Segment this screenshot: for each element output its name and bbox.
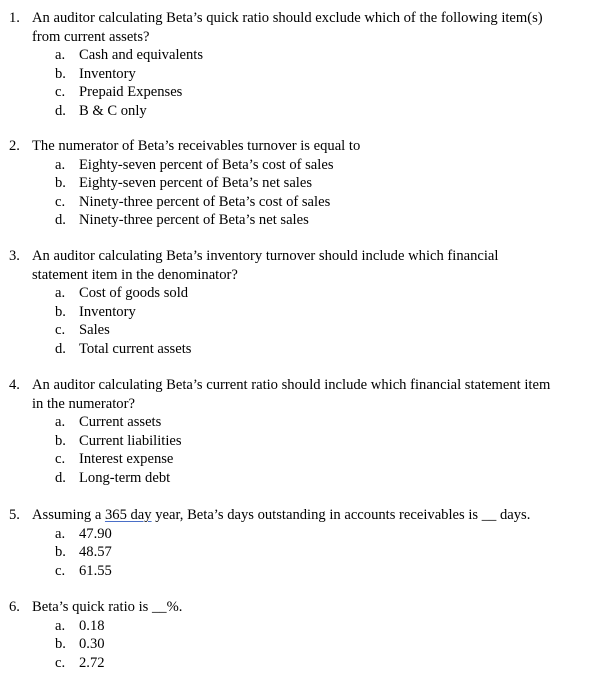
option-letter: a. (55, 414, 66, 431)
option-letter: b. (55, 432, 66, 449)
option-text: 61.55 (79, 562, 112, 579)
option-a (0, 525, 605, 544)
question-6 (0, 598, 605, 672)
option-b (0, 543, 605, 562)
question-text: statement item in the denominator? (32, 266, 238, 283)
option-c (0, 321, 605, 340)
question-5 (0, 506, 605, 580)
question-number: 4. (9, 377, 20, 393)
option-letter: b. (55, 65, 66, 82)
option-b (0, 65, 605, 84)
question-number: 3. (9, 248, 20, 264)
option-letter: c. (55, 451, 66, 468)
option-c (0, 450, 605, 469)
question-line (0, 376, 605, 395)
question-text: An auditor calculating Beta’s inventory turnover should include which financial (32, 248, 499, 264)
option-letter: c. (55, 193, 66, 210)
question-line (0, 9, 605, 28)
option-text: Sales (79, 322, 110, 339)
question-number: 2. (9, 138, 20, 154)
option-text: B & C only (79, 102, 147, 119)
question-number: 1. (9, 10, 20, 26)
question-line (0, 506, 605, 525)
option-text: Inventory (79, 303, 136, 320)
option-d (0, 211, 605, 230)
option-a (0, 46, 605, 65)
spellcheck-underlined-text: 365 day (104, 507, 152, 523)
option-text: Cash and equivalents (79, 47, 204, 64)
question-number: 5. (9, 507, 20, 523)
option-text: Ninety-three percent of Beta’s cost of sales (79, 193, 331, 210)
question-2 (0, 137, 605, 230)
question-text: from current assets? (32, 28, 150, 45)
option-text: 0.18 (79, 617, 105, 634)
option-letter: b. (55, 175, 66, 192)
option-letter: d. (55, 469, 66, 486)
option-b (0, 303, 605, 322)
option-letter: b. (55, 636, 66, 653)
option-text: 2.72 (79, 654, 105, 671)
option-letter: a. (55, 525, 66, 542)
option-text: Cost of goods sold (79, 285, 189, 302)
option-text: Current assets (79, 414, 162, 431)
option-c (0, 193, 605, 212)
question-text (32, 506, 530, 525)
option-letter: b. (55, 544, 66, 561)
option-text: 48.57 (79, 544, 112, 561)
option-letter: d. (55, 340, 66, 357)
option-letter: a. (55, 617, 66, 634)
question-text-prefix: Assuming a (32, 507, 105, 523)
question-1 (0, 9, 605, 121)
option-letter: a. (55, 285, 66, 302)
option-b (0, 174, 605, 193)
option-letter: c. (55, 562, 66, 579)
option-text: Ninety-three percent of Beta’s net sales (79, 212, 309, 229)
question-line (0, 137, 605, 156)
option-letter: c. (55, 654, 66, 671)
option-text: Eighty-seven percent of Beta’s net sales (79, 175, 313, 192)
option-text: 0.30 (79, 636, 105, 653)
option-letter: c. (55, 322, 66, 339)
option-b (0, 432, 605, 451)
question-line (0, 28, 605, 47)
option-text: Current liabilities (79, 432, 182, 449)
option-letter: a. (55, 156, 66, 173)
option-c (0, 83, 605, 102)
option-a (0, 617, 605, 636)
option-text: Prepaid Expenses (79, 84, 183, 101)
option-text: Eighty-seven percent of Beta’s cost of sales (79, 156, 334, 173)
option-b (0, 635, 605, 654)
option-letter: d. (55, 212, 66, 229)
question-line (0, 247, 605, 266)
option-text: Interest expense (79, 451, 174, 468)
question-line (0, 266, 605, 285)
question-3 (0, 247, 605, 359)
option-text: 47.90 (79, 525, 112, 542)
question-text: An auditor calculating Beta’s quick ratio should exclude which of the following item(s) (32, 10, 543, 26)
question-4 (0, 376, 605, 488)
option-d (0, 102, 605, 121)
option-text: Long-term debt (79, 469, 171, 486)
option-letter: a. (55, 47, 66, 64)
question-line (0, 598, 605, 617)
option-text: Total current assets (79, 340, 192, 357)
option-a (0, 413, 605, 432)
question-text: in the numerator? (32, 395, 135, 412)
question-line (0, 395, 605, 414)
question-text: An auditor calculating Beta’s current ratio should include which financial statement item (32, 377, 551, 393)
question-text: Beta’s quick ratio is __%. (32, 599, 183, 615)
option-a (0, 284, 605, 303)
option-a (0, 156, 605, 175)
option-d (0, 340, 605, 359)
question-text: The numerator of Beta’s receivables turnover is equal to (32, 138, 361, 154)
option-text: Inventory (79, 65, 136, 82)
option-c (0, 654, 605, 673)
option-letter: c. (55, 84, 66, 101)
option-d (0, 469, 605, 488)
option-letter: b. (55, 303, 66, 320)
question-number: 6. (9, 599, 20, 615)
option-c (0, 562, 605, 581)
question-text-suffix: year, Beta’s days outstanding in accounts receivables is __ days. (151, 507, 531, 523)
option-letter: d. (55, 102, 66, 119)
